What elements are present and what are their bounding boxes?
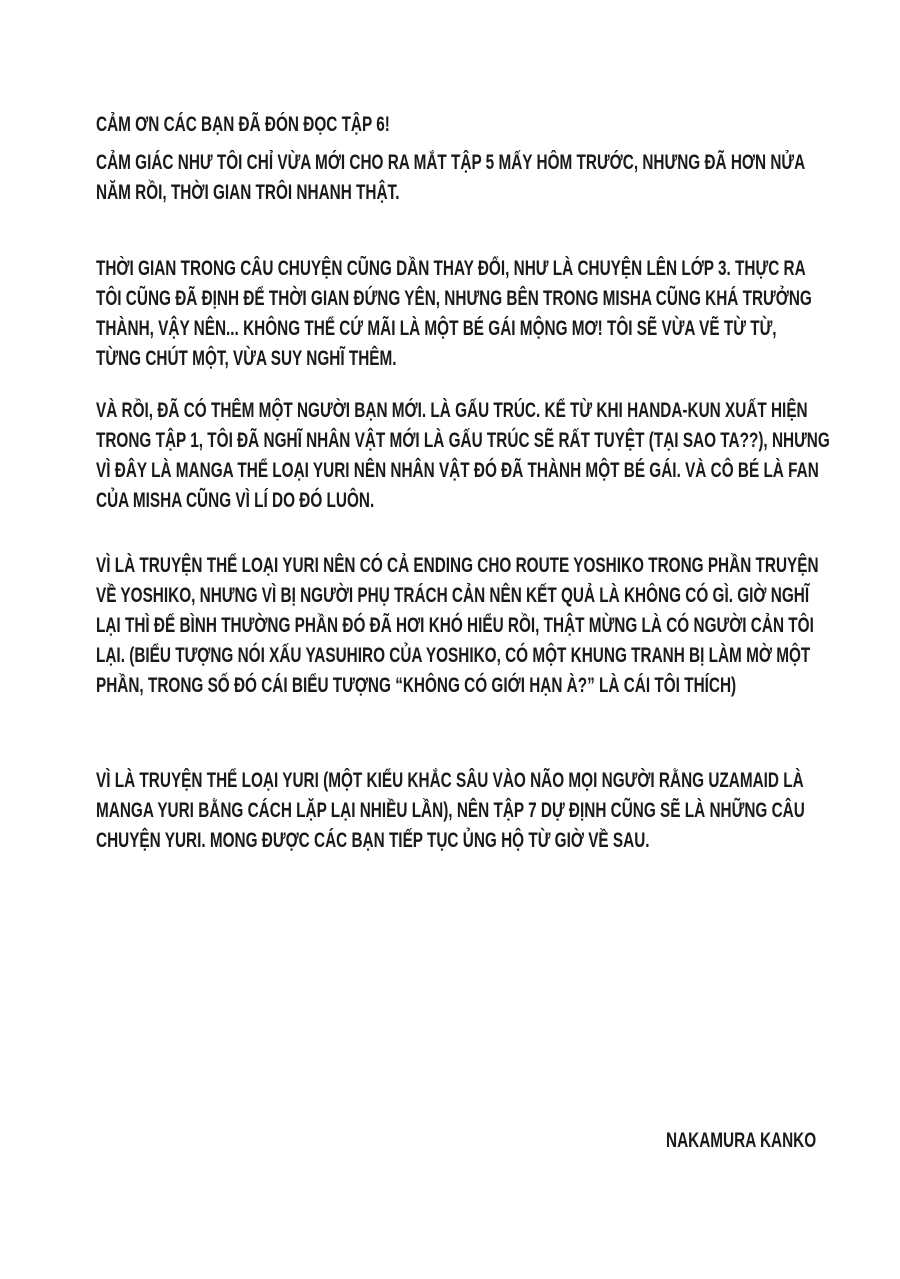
text-line: TỪNG CHÚT MỘT, VỪA SUY NGHĨ THÊM. [96, 347, 397, 370]
text-line: TRONG TẬP 1, TÔI ĐÃ NGHĨ NHÂN VẬT MỚI LÀ GẤU TRÚC SẼ RẤT TUYỆT (TẠI SAO TA??), NHƯNG [96, 429, 830, 452]
text-line: TÔI CŨNG ĐÃ ĐỊNH ĐỂ THỜI GIAN ĐỨNG YÊN, NHƯNG BÊN TRONG MISHA CŨNG KHÁ TRƯỞNG [96, 287, 812, 310]
text-line: PHẦN, TRONG SỐ ĐÓ CÁI BIỂU TƯỢNG “KHÔNG CÓ GIỚI HẠN À?” LÀ CÁI TÔI THÍCH) [96, 674, 737, 697]
text-line: THỜI GIAN TRONG CÂU CHUYỆN CŨNG DẦN THAY ĐỔI, NHƯ LÀ CHUYỆN LÊN LỚP 3. THỰC RA [96, 257, 806, 280]
paragraph-thanks [96, 110, 390, 140]
paragraph-new-friend [96, 396, 830, 516]
paragraph-time-flies [96, 148, 805, 208]
paragraph-yoshiko-route [96, 551, 819, 701]
text-line: CỦA MISHA CŨNG VÌ LÍ DO ĐÓ LUÔN. [96, 489, 375, 512]
text-line: LẠI THÌ ĐỂ BÌNH THƯỜNG PHẦN ĐÓ ĐÃ HƠI KHÓ HIỂU RỒI, THẬT MỪNG LÀ CÓ NGƯỜI CẢN TÔI [96, 614, 814, 637]
text-line: CHUYỆN YURI. MONG ĐƯỢC CÁC BẠN TIẾP TỤC ỦNG HỘ TỪ GIỜ VỀ SAU. [96, 829, 650, 852]
text-line: CẢM GIÁC NHƯ TÔI CHỈ VỪA MỚI CHO RA MẮT TẬP 5 MẤY HÔM TRƯỚC, NHƯNG ĐÃ HƠN NỬA [96, 151, 806, 174]
text-line: VÀ RỒI, ĐÃ CÓ THÊM MỘT NGƯỜI BẠN MỚI. LÀ GẤU TRÚC. KỂ TỪ KHI HANDA-KUN XUẤT HIỆN [96, 399, 808, 422]
text-line: MANGA YURI BẰNG CÁCH LẶP LẠI NHIỀU LẦN), NÊN TẬP 7 DỰ ĐỊNH CŨNG SẼ LÀ NHỮNG CÂU [96, 799, 805, 822]
text-line: LẠI. (BIỂU TƯỢNG NÓI XẤU YASUHIRO CỦA YOSHIKO, CÓ MỘT KHUNG TRANH BỊ LÀM MỜ MỘT [96, 644, 811, 667]
paragraph-volume7 [96, 766, 805, 856]
text-line: VÌ ĐÂY LÀ MANGA THỂ LOẠI YURI NÊN NHÂN VẬT ĐÓ ĐÃ THÀNH MỘT BÉ GÁI. VÀ CÔ BÉ LÀ FAN [96, 459, 819, 482]
text-line: VÌ LÀ TRUYỆN THỂ LOẠI YURI (MỘT KIỂU KHẮC SÂU VÀO NÃO MỌI NGƯỜI RẰNG UZAMAID LÀ [96, 769, 804, 792]
text-line: VÌ LÀ TRUYỆN THỂ LOẠI YURI NÊN CÓ CẢ ENDING CHO ROUTE YOSHIKO TRONG PHẦN TRUYỆN [96, 554, 819, 577]
paragraph-story-time [96, 254, 812, 374]
text-line: THÀNH, VẬY NÊN... KHÔNG THỂ CỨ MÃI LÀ MỘT BÉ GÁI MỘNG MƠ! TÔI SẼ VỪA VẼ TỪ TỪ, [96, 317, 777, 340]
text-line: NĂM RỒI, THỜI GIAN TRÔI NHANH THẬT. [96, 181, 400, 204]
text-line: CẢM ƠN CÁC BẠN ĐÃ ĐÓN ĐỌC TẬP 6! [96, 113, 390, 136]
author-signature: NAKAMURA KANKO [666, 1129, 817, 1152]
text-line: VỀ YOSHIKO, NHƯNG VÌ BỊ NGƯỜI PHỤ TRÁCH CẢN NÊN KẾT QUẢ LÀ KHÔNG CÓ GÌ. GIỜ NGHĨ [96, 584, 810, 607]
